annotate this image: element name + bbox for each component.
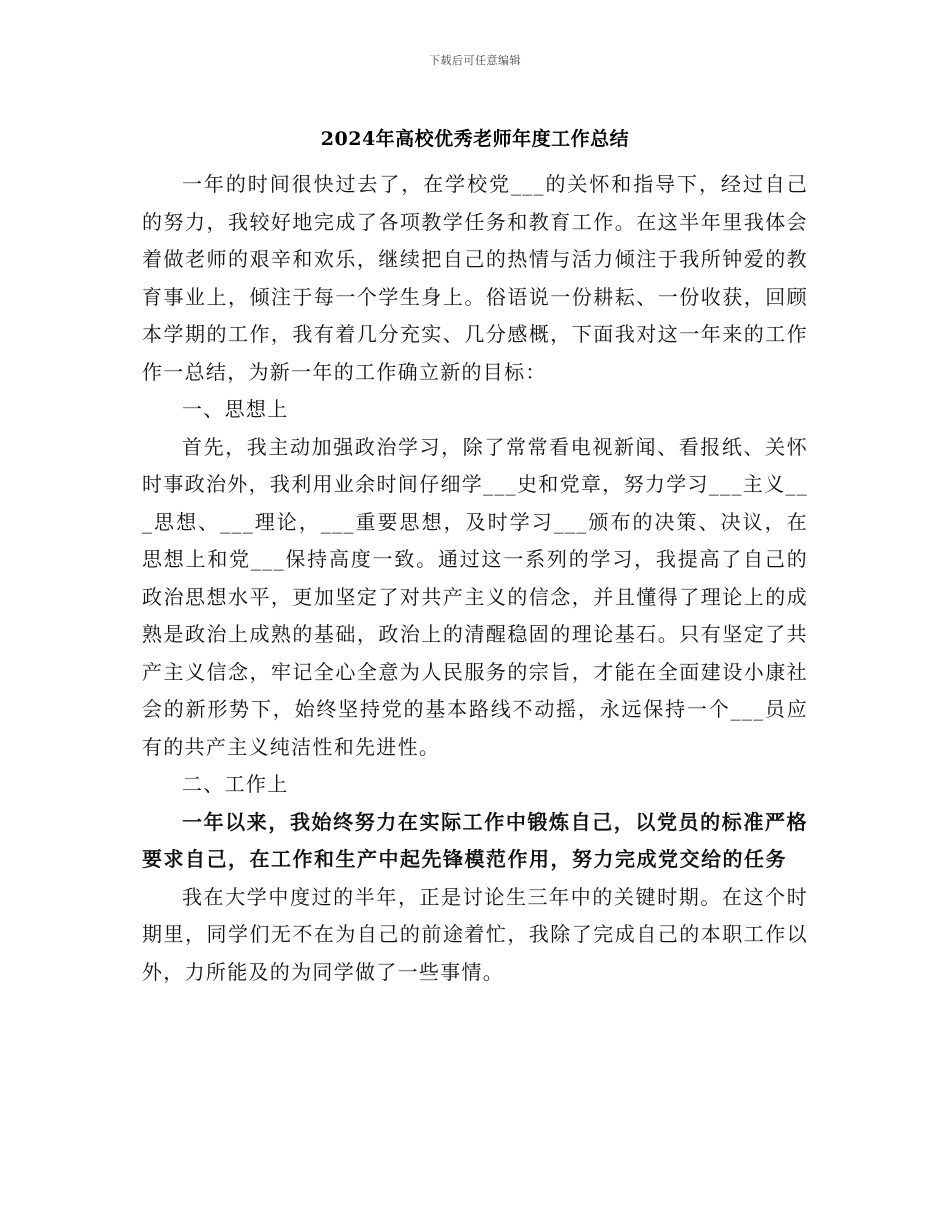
document-title: 2024年高校优秀老师年度工作总结 <box>320 128 630 150</box>
work-bold-paragraph: 一年以来，我始终努力在实际工作中锻炼自己，以党员的标准严格要求自己，在工作和生产中起先锋模范作用，努力完成党交给的任务 <box>142 809 808 871</box>
thought-paragraph: 首先，我主动加强政治学习，除了常常看电视新闻、看报纸、关怀时事政治外，我利用业余时间仔细学___史和党章，努力学习___主义___思想、___理论，___重要思想，及时学习___颁布的决策、决议，在思想上和党___保持高度一致。通过这一系列的学习，我提高了自己的政治思想水平，更加坚定了对共产主义的信念，并且懂得了理论上的成熟是政治上成熟的基础，政治上的清醒稳固的理论基石。只有坚定了共产主义信念，牢记全心全意为人民服务的宗旨，才能在全面建设小康社会的新形势下，始终坚持党的基本路线不动摇，永远保持一个___员应有的共产主义纯洁性和先进性。 <box>142 434 808 759</box>
section-heading-thought: 一、思想上 <box>182 397 289 421</box>
work-paragraph: 我在大学中度过的半年，正是讨论生三年中的关键时期。在这个时期里，同学们无不在为自己的前途着忙，我除了完成自己的本职工作以外，力所能及的为同学做了一些事情。 <box>142 884 808 984</box>
intro-paragraph: 一年的时间很快过去了，在学校党___的关怀和指导下，经过自己的努力，我较好地完成了各项教学任务和教育工作。在这半年里我体会着做老师的艰辛和欢乐，继续把自己的热情与活力倾注于我所钟爱的教育事业上，倾注于每一个学生身上。俗语说一份耕耘、一份收获，回顾本学期的工作，我有着几分充实、几分感概，下面我对这一年来的工作作一总结，为新一年的工作确立新的目标： <box>142 172 808 384</box>
section-heading-work: 二、工作上 <box>182 772 289 796</box>
document-body <box>142 166 808 991</box>
page-header-note: 下载后可任意编辑 <box>429 54 521 67</box>
